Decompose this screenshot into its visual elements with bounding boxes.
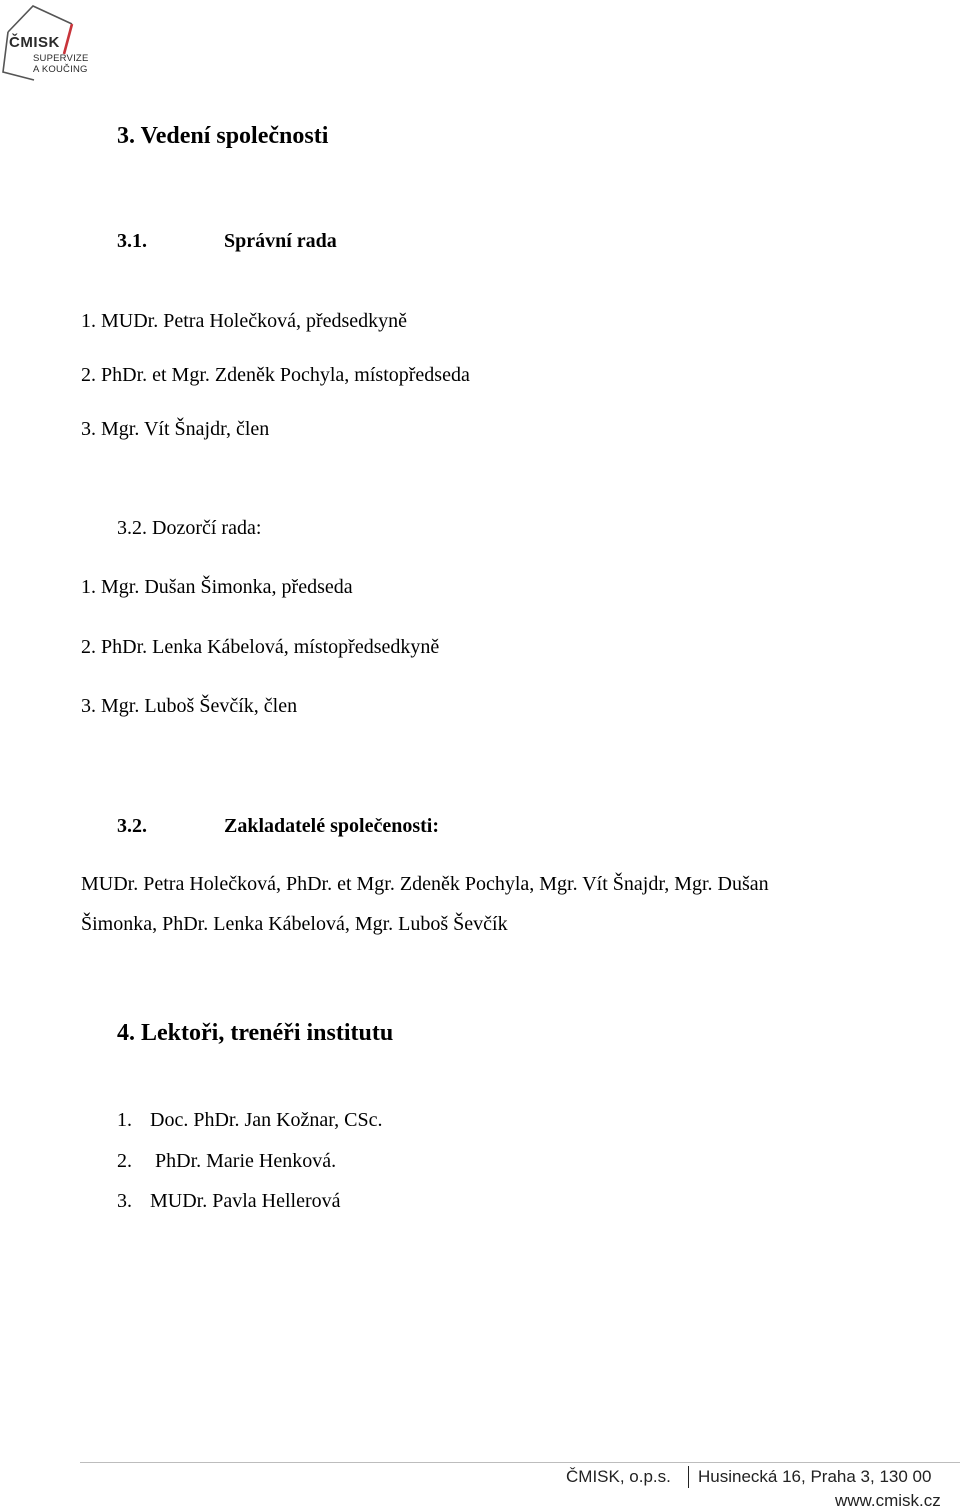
cmisk-logo bbox=[0, 0, 100, 86]
founders-line-2: Šimonka, PhDr. Lenka Kábelová, Mgr. Luboš Ševčík bbox=[81, 913, 508, 935]
section-4-heading: 4. Lektoři, trenéři institutu bbox=[117, 1020, 394, 1046]
trainer-1-name: Doc. PhDr. Jan Kožnar, CSc. bbox=[150, 1109, 383, 1131]
board-member-3: 3. Mgr. Vít Šnajdr, člen bbox=[81, 418, 270, 440]
footer-address: Husinecká 16, Praha 3, 130 00 bbox=[698, 1467, 932, 1486]
trainer-3-number: 3. bbox=[117, 1190, 132, 1212]
subsection-3-2-title: 3.2. Dozorčí rada: bbox=[117, 517, 262, 539]
trainer-3-name: MUDr. Pavla Hellerová bbox=[150, 1190, 341, 1212]
subsection-3-1-number: 3.1. bbox=[117, 230, 147, 252]
footer-web-link[interactable]: www.cmisk.cz bbox=[835, 1491, 941, 1510]
subsection-founders-number: 3.2. bbox=[117, 815, 147, 837]
footer-separator bbox=[688, 1466, 689, 1488]
board-member-2: 2. PhDr. et Mgr. Zdeněk Pochyla, místopředseda bbox=[81, 364, 470, 386]
section-3-heading: 3. Vedení společnosti bbox=[117, 123, 329, 149]
footer-divider bbox=[80, 1462, 960, 1463]
footer-org: ČMISK, o.p.s. bbox=[566, 1467, 671, 1486]
trainer-2-name: PhDr. Marie Henková. bbox=[150, 1150, 337, 1172]
supervisory-member-3: 3. Mgr. Luboš Ševčík, člen bbox=[81, 695, 298, 717]
logo-title: ČMISK bbox=[9, 34, 60, 51]
subsection-founders-title: Zakladatelé společenosti: bbox=[224, 815, 439, 837]
logo-subtitle-1: SUPERVIZE bbox=[33, 53, 89, 64]
board-member-1: 1. MUDr. Petra Holečková, předsedkyně bbox=[81, 310, 408, 332]
trainer-1-number: 1. bbox=[117, 1109, 132, 1131]
supervisory-member-1: 1. Mgr. Dušan Šimonka, předseda bbox=[81, 576, 353, 598]
founders-line-1: MUDr. Petra Holečková, PhDr. et Mgr. Zdeněk Pochyla, Mgr. Vít Šnajdr, Mgr. Dušan bbox=[81, 873, 769, 895]
logo-subtitle-2: A KOUČING bbox=[33, 64, 88, 75]
trainer-2-number: 2. bbox=[117, 1150, 132, 1172]
supervisory-member-2: 2. PhDr. Lenka Kábelová, místopředsedkyně bbox=[81, 636, 440, 658]
subsection-3-1-title: Správní rada bbox=[224, 230, 337, 252]
